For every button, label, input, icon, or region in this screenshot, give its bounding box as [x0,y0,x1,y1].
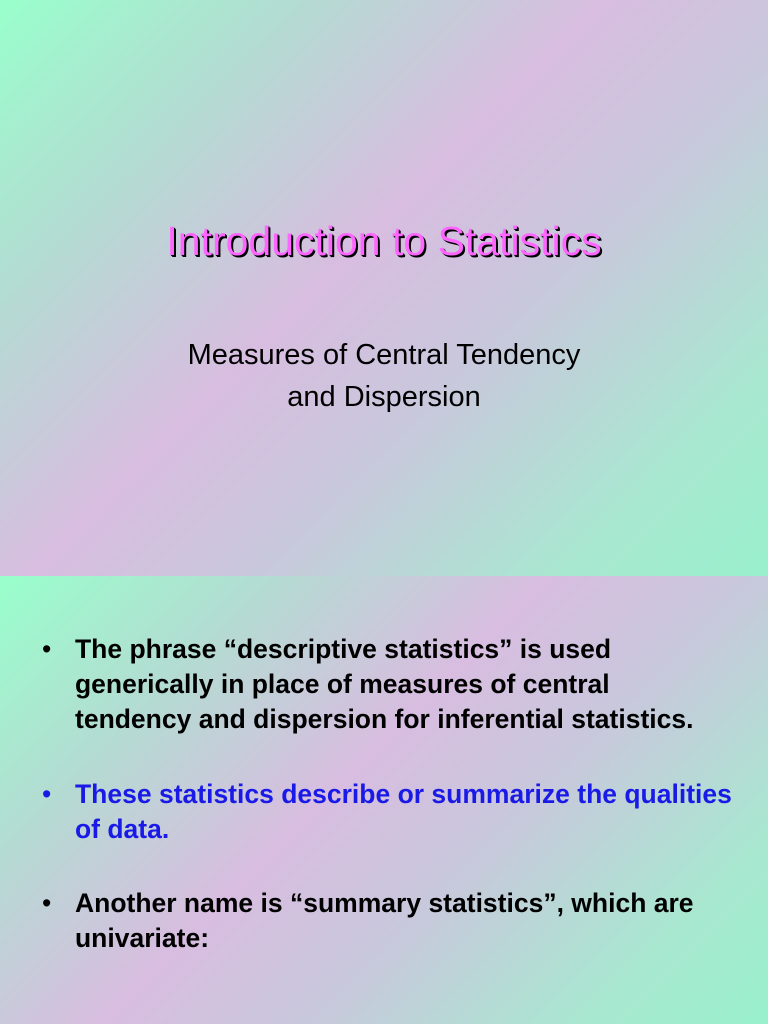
bullet-text: The phrase “descriptive statistics” is used generically in place of measures of central tendency and dispersion for inferential statistics. [75,634,694,734]
subtitle-line-1: Measures of Central Tendency [187,339,581,371]
bullet-icon: • [42,779,52,809]
bullet-icon: • [42,888,52,918]
bullet-item-descriptive-statistics [42,632,732,737]
bullet-item-summary-statistics [42,886,732,956]
content-slide [0,576,768,1024]
bullet-icon: • [42,634,52,664]
bullet-text: These statistics describe or summarize the qualities of data. [75,779,732,844]
subtitle-line-2: and Dispersion [287,381,481,413]
bullet-item-describe-summarize [42,777,732,847]
bullet-text: Another name is “summary statistics”, which are univariate: [75,888,694,953]
slide-subtitle [0,334,768,418]
slide-title: Introduction to Statistics [166,218,602,264]
bullet-list [42,632,732,956]
